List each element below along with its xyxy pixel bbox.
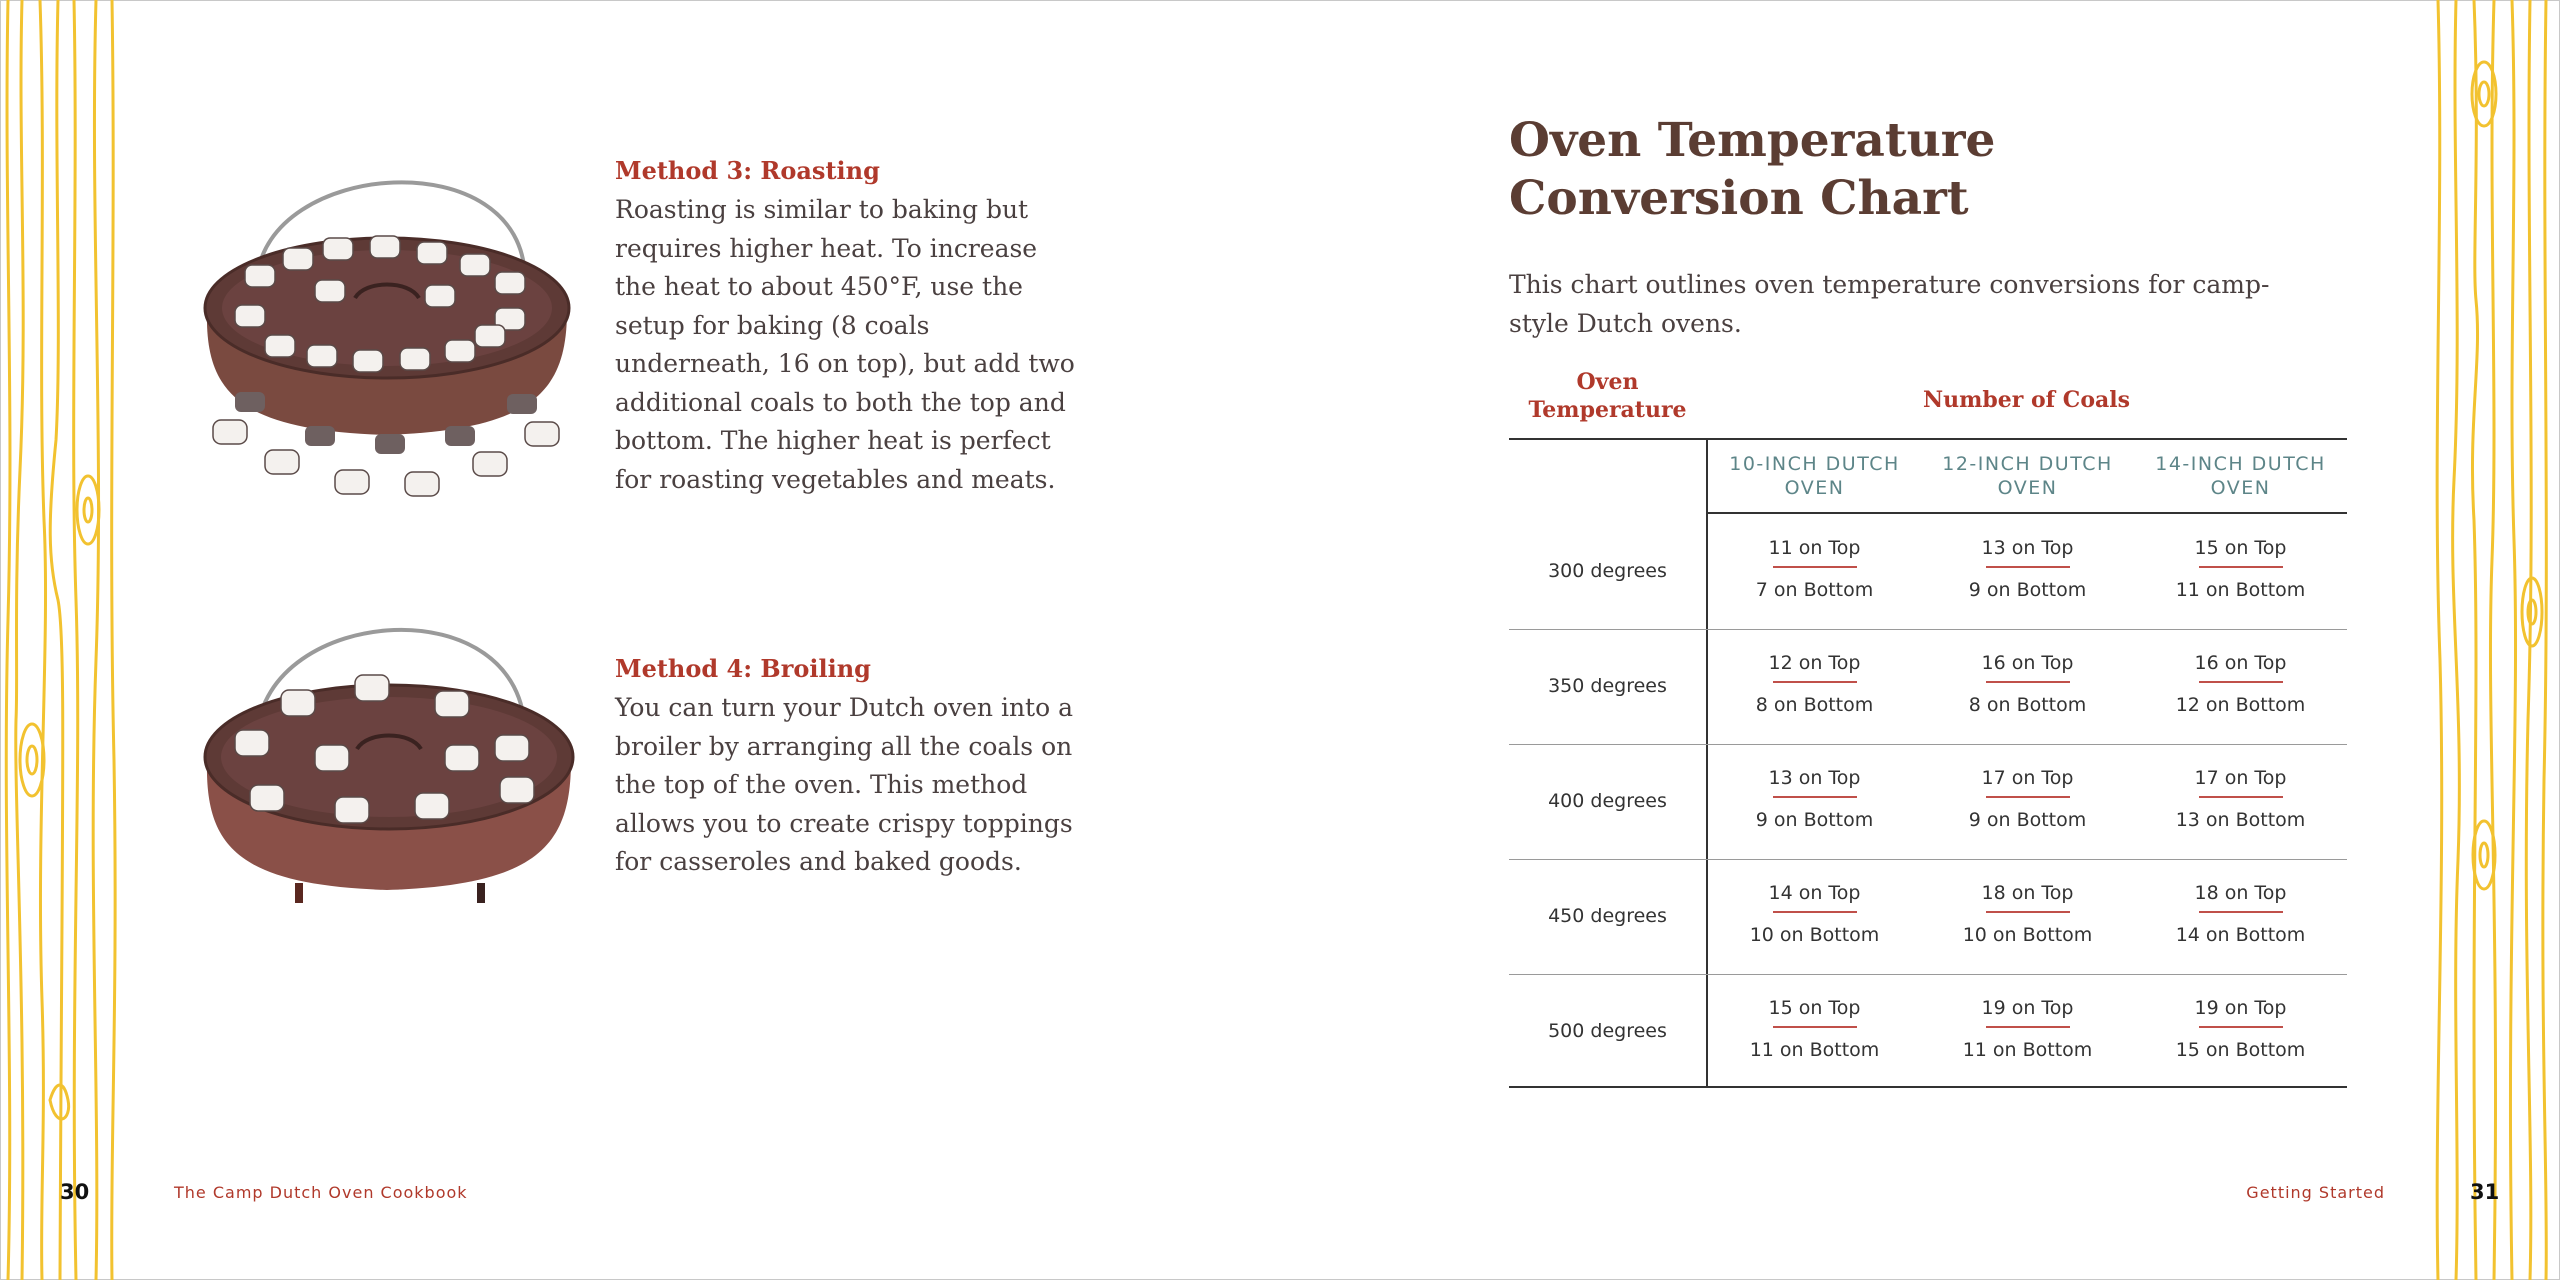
coals-on-top: 19 on Top [1981, 997, 2074, 1019]
coals-on-bottom: 8 on Bottom [1968, 693, 2087, 716]
cell-divider [1986, 911, 2070, 913]
coal-cell [2134, 629, 2347, 744]
coal-cell [2134, 744, 2347, 859]
method-body: You can turn your Dutch oven into a broiler by arranging all the coals on the top of the oven. This method allows you to create crispy toppings for casseroles and baked goods. [615, 693, 1074, 876]
coal-cell [1708, 629, 1921, 744]
coals-on-bottom: 11 on Bottom [2175, 578, 2306, 601]
method-body: Roasting is similar to baking but requires higher heat. To increase the heat to about 450°F, use the setup for baking (8 coals underneath, 16 on top), but add two additional coals to both the top and bottom. The higher heat is perfect for roasting vegetables and meats. [615, 195, 1075, 494]
cell-divider [1773, 796, 1857, 798]
cell-divider [1986, 1026, 2070, 1028]
cell-divider [2199, 911, 2283, 913]
header-number-of-coals: Number of Coals [1923, 387, 2130, 413]
cell-divider [2199, 1026, 2283, 1028]
chart-intro: This chart outlines oven temperature conversions for camp-style Dutch ovens. [1509, 270, 2270, 338]
coals-on-bottom: 7 on Bottom [1755, 578, 1874, 601]
running-head-left: The Camp Dutch Oven Cookbook [174, 1183, 468, 1202]
coals-on-bottom: 10 on Bottom [1962, 923, 2093, 946]
coal-cell [2134, 859, 2347, 974]
woodgrain-border-left [0, 0, 124, 1280]
coal-cell [1708, 744, 1921, 859]
cell-divider [2199, 681, 2283, 683]
coals-on-top: 18 on Top [2194, 882, 2287, 904]
temperature-conversion-table [1509, 368, 2347, 1088]
coals-on-bottom: 11 on Bottom [1749, 1038, 1880, 1061]
coals-on-bottom: 10 on Bottom [1749, 923, 1880, 946]
coals-on-top: 14 on Top [1768, 882, 1861, 904]
coals-on-top: 16 on Top [1981, 652, 2074, 674]
coals-on-top: 15 on Top [2194, 537, 2287, 559]
table-rule-bottom [1509, 1086, 2347, 1088]
coal-cell [1921, 859, 2134, 974]
page-number-right: 31 [2470, 1180, 2500, 1204]
column-header-14-inch: 14-INCH DUTCH OVEN [2155, 453, 2326, 499]
table-row [1509, 744, 2347, 860]
cell-divider [1773, 911, 1857, 913]
temperature-cell: 400 degrees [1548, 790, 1667, 812]
temperature-cell: 300 degrees [1548, 560, 1667, 582]
table-row [1509, 514, 2347, 630]
temperature-cell: 500 degrees [1548, 1020, 1667, 1042]
coals-on-bottom: 13 on Bottom [2175, 808, 2306, 831]
method-broiling [615, 653, 1085, 882]
coals-on-bottom: 8 on Bottom [1755, 693, 1874, 716]
running-head-right: Getting Started [2246, 1183, 2385, 1202]
temperature-cell: 350 degrees [1548, 675, 1667, 697]
coal-cell [2134, 514, 2347, 629]
table-row [1509, 859, 2347, 975]
table-rule-top [1509, 438, 2347, 440]
temperature-cell: 450 degrees [1548, 905, 1667, 927]
coals-on-bottom: 9 on Bottom [1755, 808, 1874, 831]
cell-divider [1773, 681, 1857, 683]
coals-on-bottom: 11 on Bottom [1962, 1038, 2093, 1061]
chart-title: Oven Temperature Conversion Chart [1509, 113, 1996, 226]
coal-cell [1708, 974, 1921, 1089]
dutch-oven-broiling-illustration [195, 585, 585, 945]
coals-on-bottom: 14 on Bottom [2175, 923, 2306, 946]
coals-on-top: 17 on Top [2194, 767, 2287, 789]
coals-on-top: 17 on Top [1981, 767, 2074, 789]
coals-on-top: 16 on Top [2194, 652, 2287, 674]
coals-on-top: 12 on Top [1768, 652, 1861, 674]
method-roasting [615, 155, 1085, 499]
coal-cell [1921, 744, 2134, 859]
cell-divider [1773, 1026, 1857, 1028]
coals-on-top: 13 on Top [1768, 767, 1861, 789]
coals-on-bottom: 12 on Bottom [2175, 693, 2306, 716]
table-row [1509, 974, 2347, 1089]
coal-cell [1921, 514, 2134, 629]
coals-on-bottom: 9 on Bottom [1968, 808, 2087, 831]
coal-cell [1921, 974, 2134, 1089]
coals-on-bottom: 15 on Bottom [2175, 1038, 2306, 1061]
coals-on-top: 18 on Top [1981, 882, 2074, 904]
table-row [1509, 629, 2347, 745]
coals-on-top: 19 on Top [2194, 997, 2287, 1019]
coals-on-top: 15 on Top [1768, 997, 1861, 1019]
method-heading: Method 4: Broiling [615, 654, 871, 683]
page-number-left: 30 [60, 1180, 90, 1204]
coals-on-bottom: 9 on Bottom [1968, 578, 2087, 601]
coals-on-top: 11 on Top [1768, 537, 1861, 559]
coal-cell [1921, 629, 2134, 744]
cell-divider [2199, 796, 2283, 798]
method-heading: Method 3: Roasting [615, 156, 880, 185]
coal-cell [2134, 974, 2347, 1089]
column-header-12-inch: 12-INCH DUTCH OVEN [1942, 453, 2113, 499]
cell-divider [1986, 681, 2070, 683]
cell-divider [1986, 796, 2070, 798]
header-oven-temperature: Oven Temperature [1528, 369, 1687, 423]
coals-on-top: 13 on Top [1981, 537, 2074, 559]
column-header-10-inch: 10-INCH DUTCH OVEN [1729, 453, 1900, 499]
coal-cell [1708, 514, 1921, 629]
dutch-oven-roasting-illustration [195, 130, 585, 530]
coal-cell [1708, 859, 1921, 974]
woodgrain-border-right [2428, 0, 2552, 1280]
cell-divider [1773, 566, 1857, 568]
cell-divider [2199, 566, 2283, 568]
cell-divider [1986, 566, 2070, 568]
